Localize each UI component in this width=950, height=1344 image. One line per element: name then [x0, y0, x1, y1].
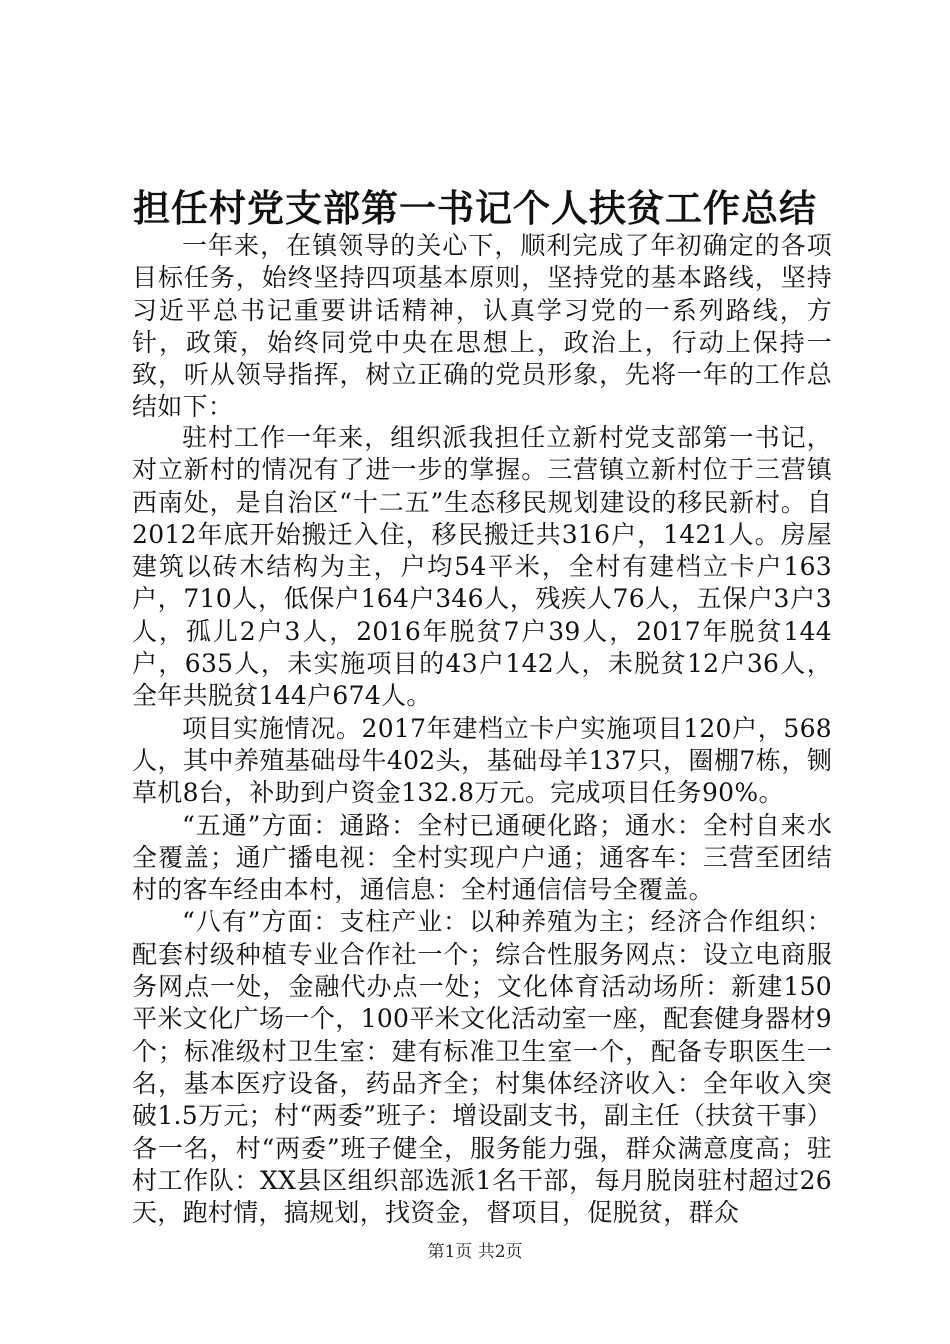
page-number-footer: 第1页 共2页	[427, 1242, 523, 1262]
intro-paragraph: 一年来，在镇领导的关心下，顺利完成了年初确定的各项目标任务，始终坚持四项基本原则，坚持党的基本路线，坚持习近平总书记重要讲话精神，认真学习党的一系列路线，方针，政策，始终同党中央在思想上，政治上，行动上保持一致，听从领导指挥，树立正确的党员形象，先将一年的工作总结如下：	[132, 231, 832, 422]
paragraph-village-overview: 驻村工作一年来，组织派我担任立新村党支部第一书记，对立新村的情况有了进一步的掌握。三营镇立新村位于三营镇西南处，是自治区“十二五”生态移民规划建设的移民新村。自2012年底开始搬迁入住，移民搬迁共316户，1421人。房屋建筑以砖木结构为主，户均54平米，全村有建档立卡户163户，710人，低保户164户346人，残疾人76人，五保户3户3人，孤儿2户3人，2016年脱贫7户39人，2017年脱贫144户，635人，未实施项目的43户142人，未脱贫12户36人，全年共脱贫144户674人。	[132, 423, 832, 711]
intro-section	[132, 230, 832, 424]
paragraph-project-implementation: 项目实施情况。2017年建档立卡户实施项目120户，568人，其中养殖基础母牛402头，基础母羊137只，圈棚7栋，铡草机8台，补助到户资金132.8万元。完成项目任务90%。	[132, 713, 832, 808]
paragraph-eight-haves: “八有”方面：支柱产业：以种养殖为主；经济合作组织：配套村级种植专业合作社一个；综合性服务网点：设立电商服务网点一处，金融代办点一处；文化体育活动场所：新建150平米文化广场一个，100平米文化活动室一座，配套健身器材9个；标准级村卫生室：建有标准卫生室一个，配备专职医生一名，基本医疗设备，药品齐全；村集体经济收入：全年收入突破1.5万元；村“两委”班子：增设副支书，副主任（扶贫干事）各一名，村“两委”班子健全，服务能力强，群众满意度高；驻村工作队：XX县区组织部选派1名干部，每月脱岗驻村超过26天，跑村情，搞规划，找资金，督项目，促脱贫，群众	[132, 907, 832, 1228]
body-section	[132, 422, 832, 1229]
paragraph-five-access: “五通”方面：通路：全村已通硬化路；通水：全村自来水全覆盖；通广播电视：全村实现户户通；通客车：三营至团结村的客车经由本村，通信息：全村通信信号全覆盖。	[132, 810, 832, 905]
document-title: 担任村党支部第一书记个人扶贫工作总结	[133, 186, 817, 230]
